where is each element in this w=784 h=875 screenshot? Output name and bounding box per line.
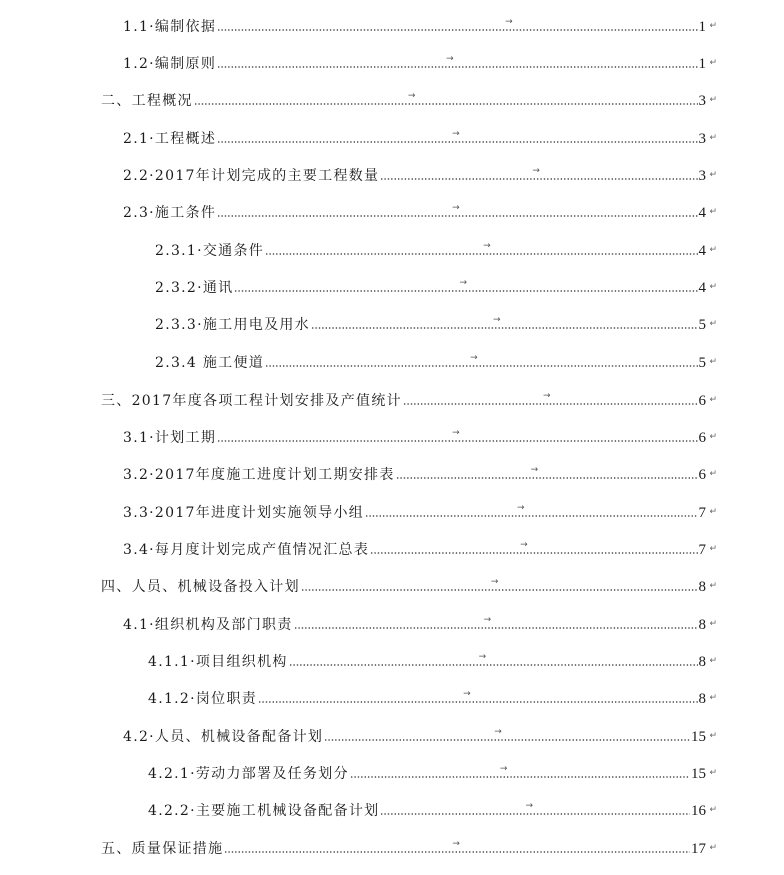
toc-entry-title: 3.1·计划工期: [123, 430, 217, 446]
toc-entry-3-3[interactable]: [0, 500, 717, 522]
toc-entry-title: 1.2·编制原则: [123, 56, 217, 72]
paragraph-mark-icon: ↵: [709, 395, 717, 405]
tab-arrow-icon: →: [478, 652, 487, 662]
toc-entry-title: 五、质量保证措施: [101, 841, 224, 857]
tab-arrow-icon: →: [452, 203, 460, 213]
toc-entry-2-3[interactable]: [0, 200, 717, 222]
toc-entry-title: 2.3.4 施工便道: [155, 355, 265, 371]
toc-entry-title: 4.2.2·主要施工机械设备配备计划: [148, 803, 380, 819]
toc-entry-title: 4.1.2·岗位职责: [148, 691, 258, 707]
dot-leader: [350, 764, 690, 779]
paragraph-mark-icon: ↵: [709, 768, 717, 778]
dot-leader: [224, 839, 690, 854]
toc-entry-2-1[interactable]: [0, 126, 717, 148]
toc-entry-title: 3.3·2017年进度计划实施领导小组: [123, 505, 365, 521]
tab-arrow-icon: →: [499, 764, 508, 774]
tab-arrow-icon: →: [505, 17, 513, 27]
dot-leader: [289, 652, 698, 667]
paragraph-mark-icon: ↵: [709, 207, 717, 217]
toc-entry-title: 1.1·编制依据: [123, 19, 217, 35]
paragraph-mark-icon: ↵: [709, 544, 717, 554]
dot-leader: [217, 203, 697, 218]
toc-entry-3-2[interactable]: [0, 462, 717, 484]
toc-entry-page: 4: [698, 243, 706, 259]
paragraph-mark-icon: ↵: [709, 170, 717, 180]
paragraph-mark-icon: ↵: [709, 805, 717, 815]
toc-entry-4-2-1[interactable]: [0, 761, 717, 783]
tab-arrow-icon: →: [463, 689, 471, 699]
paragraph-mark-icon: ↵: [709, 619, 717, 629]
toc-entry-page: 3: [698, 131, 706, 147]
dot-leader: [194, 91, 698, 106]
toc-entry-2-3-4[interactable]: [0, 350, 717, 372]
toc-entry-page: 15: [691, 766, 706, 782]
toc-entry-page: 4: [698, 280, 706, 296]
toc-entry-2-2[interactable]: [0, 163, 717, 185]
dot-leader: [258, 689, 697, 704]
tab-arrow-icon: →: [494, 727, 502, 737]
toc-entry-page: 8: [698, 617, 706, 633]
toc-entry-title: 2.1·工程概述: [123, 131, 217, 147]
dot-leader: [217, 17, 697, 32]
toc-entry-title: 2.3.2·通讯: [155, 280, 234, 296]
paragraph-mark-icon: ↵: [709, 432, 717, 442]
toc-entry-title: 3.2·2017年度施工进度计划工期安排表: [123, 467, 395, 483]
toc-entry-page: 17: [691, 841, 706, 857]
dot-leader: [403, 391, 698, 406]
toc-entry-page: 1: [698, 19, 706, 35]
toc-entry-page: 8: [698, 654, 706, 670]
paragraph-mark-icon: ↵: [709, 581, 717, 591]
toc-entry-4[interactable]: [0, 574, 717, 596]
tab-arrow-icon: →: [517, 503, 525, 513]
dot-leader: [380, 166, 697, 181]
paragraph-mark-icon: ↵: [709, 282, 717, 292]
dot-leader: [234, 278, 697, 293]
toc-entry-title: 2.2·2017年计划完成的主要工程数量: [123, 168, 380, 184]
paragraph-mark-icon: ↵: [709, 843, 717, 853]
tab-arrow-icon: →: [470, 353, 478, 363]
toc-entry-page: 7: [698, 542, 706, 558]
toc-entry-page: 6: [698, 393, 706, 409]
tab-arrow-icon: →: [490, 577, 499, 587]
tab-arrow-icon: →: [452, 839, 460, 849]
paragraph-mark-icon: ↵: [709, 245, 717, 255]
tab-arrow-icon: →: [407, 91, 416, 101]
paragraph-mark-icon: ↵: [709, 656, 717, 666]
toc-entry-page: 3: [698, 93, 706, 109]
toc-entry-page: 1: [698, 56, 706, 72]
toc-entry-2-3-1[interactable]: [0, 238, 717, 260]
paragraph-mark-icon: ↵: [709, 469, 717, 479]
toc-entry-title: 2.3.1·交通条件: [155, 243, 265, 259]
tab-arrow-icon: →: [532, 166, 540, 176]
paragraph-mark-icon: ↵: [709, 319, 717, 329]
toc-entry-5[interactable]: [0, 836, 717, 858]
tab-arrow-icon: →: [459, 278, 468, 288]
paragraph-mark-icon: ↵: [709, 133, 717, 143]
toc-entry-4-2-2[interactable]: [0, 798, 717, 820]
toc-entry-title: 2.3·施工条件: [123, 205, 217, 221]
toc-entry-title: 3.4·每月度计划完成产值情况汇总表: [123, 542, 370, 558]
dot-leader: [265, 241, 697, 256]
paragraph-mark-icon: ↵: [709, 95, 717, 105]
toc-entry-page: 4: [698, 205, 706, 221]
dot-leader: [370, 540, 697, 555]
toc-entry-page: 6: [698, 467, 706, 483]
dot-leader: [217, 54, 697, 69]
dot-leader: [217, 129, 697, 144]
paragraph-mark-icon: ↵: [709, 21, 717, 31]
paragraph-mark-icon: ↵: [709, 693, 717, 703]
tab-arrow-icon: →: [520, 540, 528, 550]
toc-entry-page: 3: [698, 168, 706, 184]
toc-entry-page: 5: [698, 317, 706, 333]
dot-leader: [365, 503, 697, 518]
toc-entry-3-4[interactable]: [0, 537, 717, 559]
toc-entry-title: 4.1.1·项目组织机构: [148, 654, 288, 670]
toc-entry-title: 三、2017年度各项工程计划安排及产值统计: [101, 393, 402, 409]
toc-entry-page: 8: [698, 579, 706, 595]
dot-leader: [311, 315, 698, 330]
toc-entry-title: 4.1·组织机构及部门职责: [123, 617, 293, 633]
toc-entry-title: 二、工程概况: [101, 93, 193, 109]
tab-arrow-icon: →: [452, 129, 460, 139]
dot-leader: [217, 428, 697, 443]
toc-entry-4-1-2[interactable]: [0, 686, 717, 708]
toc-entry-2-3-2[interactable]: [0, 275, 717, 297]
toc-entry-1-1[interactable]: [0, 14, 717, 36]
toc-entry-2[interactable]: [0, 88, 717, 110]
tab-arrow-icon: →: [483, 615, 492, 625]
toc-entry-4-1[interactable]: [0, 612, 717, 634]
toc-entry-4-1-1[interactable]: [0, 649, 717, 671]
tab-arrow-icon: →: [525, 801, 534, 811]
toc-entry-page: 16: [691, 803, 706, 819]
toc-entry-title: 4.2·人员、机械设备配备计划: [123, 729, 324, 745]
toc-entry-page: 6: [698, 430, 706, 446]
toc-entry-3-1[interactable]: [0, 425, 717, 447]
tab-arrow-icon: →: [542, 391, 551, 401]
toc-entry-3[interactable]: [0, 388, 717, 410]
toc-entry-title: 2.3.3·施工用电及用水: [155, 317, 310, 333]
toc-entry-page: 15: [691, 729, 706, 745]
dot-leader: [380, 801, 690, 816]
dot-leader: [265, 353, 697, 368]
toc-entry-title: 四、人员、机械设备投入计划: [101, 579, 300, 595]
tab-arrow-icon: →: [483, 241, 491, 251]
tab-arrow-icon: →: [446, 54, 454, 64]
toc-entry-1-2[interactable]: [0, 51, 717, 73]
toc-entry-page: 7: [698, 505, 706, 521]
toc-entry-4-2[interactable]: [0, 724, 717, 746]
toc-entry-2-3-3[interactable]: [0, 312, 717, 334]
paragraph-mark-icon: ↵: [709, 507, 717, 517]
toc-entry-page: 5: [698, 355, 706, 371]
toc-entry-title: 4.2.1·劳动力部署及任务划分: [148, 766, 349, 782]
dot-leader: [301, 577, 698, 592]
tab-arrow-icon: →: [530, 465, 539, 475]
tab-arrow-icon: →: [492, 315, 501, 325]
paragraph-mark-icon: ↵: [709, 58, 717, 68]
dot-leader: [294, 615, 698, 630]
dot-leader: [324, 727, 690, 742]
paragraph-mark-icon: ↵: [709, 731, 717, 741]
tab-arrow-icon: →: [452, 428, 460, 438]
dot-leader: [396, 465, 698, 480]
toc-entry-page: 8: [698, 691, 706, 707]
paragraph-mark-icon: ↵: [709, 357, 717, 367]
